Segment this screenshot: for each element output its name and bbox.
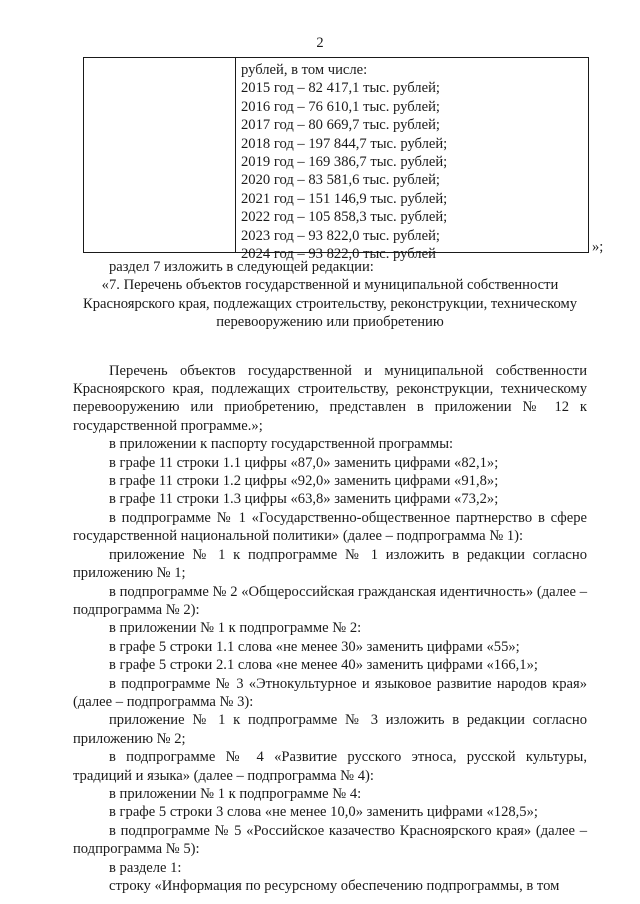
funding-table-label-cell bbox=[84, 58, 236, 252]
amendment-paragraph: в графе 11 строки 1.3 цифры «63,8» заменить цифрами «73,2»; bbox=[109, 491, 499, 508]
amendment-paragraph: приложение № 1 к подпрограмме № 3 изложить в редакции согласно приложению № 2; bbox=[73, 712, 587, 747]
amendment-paragraph: в подпрограмме № 1 «Государственно-общественное партнерство в сфере государственной национальной политики» (далее – подпрограмма № 1): bbox=[73, 509, 587, 545]
funding-line: 2020 год – 83 581,6 тыс. рублей; bbox=[241, 172, 440, 189]
amendment-paragraph: в приложении № 1 к подпрограмме № 4: bbox=[109, 785, 362, 802]
funding-line: 2017 год – 80 669,7 тыс. рублей; bbox=[241, 117, 440, 134]
funding-table bbox=[83, 57, 589, 263]
amendment-paragraph: в подпрограмме № 3 «Этнокультурное и языковое развитие народов края» (далее – подпрограмма № 3): bbox=[73, 675, 587, 710]
amendment-paragraph: в подпрограмме № 5 «Российское казачество Красноярского края» (далее – подпрограмма № 5): bbox=[73, 822, 587, 858]
amendment-paragraph: приложение № 1 к подпрограмме № 1 изложить в редакции согласно приложению № 1; bbox=[73, 546, 587, 582]
funding-line: 2022 год – 105 858,3 тыс. рублей; bbox=[241, 209, 448, 226]
document-body bbox=[73, 258, 587, 895]
page-number: 2 bbox=[316, 35, 324, 51]
funding-line: 2021 год – 151 146,9 тыс. рублей; bbox=[241, 190, 448, 207]
section7-body: Перечень объектов государственной и муниципальной собственности Красноярского края, подлежащих строительству, реконструкции, техническому перевооружению или приобретению, представлен в приложении № 12 к государственной программе.»; bbox=[73, 362, 587, 434]
funding-table-value-cell bbox=[236, 58, 588, 263]
amendment-paragraph: в подпрограмме № 2 «Общероссийская гражданская идентичность» (далее – подпрограмма № 2): bbox=[73, 583, 587, 618]
table-closing-quote: »; bbox=[592, 239, 604, 255]
amendment-paragraph: в подпрограмме № 4 «Развитие русского этноса, русской культуры, традиций и языка» (далее – подпрограмма № 4): bbox=[73, 749, 587, 784]
amendment-paragraph: в графе 5 строки 3 слова «не менее 10,0» заменить цифрами «128,5»; bbox=[109, 804, 538, 821]
funding-line: 2016 год – 76 610,1 тыс. рублей; bbox=[241, 98, 440, 115]
amendment-paragraph: в приложении к паспорту государственной программы: bbox=[109, 436, 454, 453]
section7-heading: «7. Перечень объектов государственной и муниципальной собственности Красноярского края, подлежащих строительству, реконструкции, техническому перевооружению или приобретению bbox=[82, 277, 578, 331]
funding-line: рублей, в том числе: bbox=[241, 62, 368, 78]
paragraph-spacer bbox=[73, 332, 587, 362]
section7-intro: раздел 7 изложить в следующей редакции: bbox=[109, 259, 374, 275]
funding-line: 2023 год – 93 822,0 тыс. рублей; bbox=[241, 227, 440, 244]
amendment-paragraph: в приложении № 1 к подпрограмме № 2: bbox=[109, 620, 362, 637]
funding-line: 2018 год – 197 844,7 тыс. рублей; bbox=[241, 135, 448, 152]
amendment-paragraph: в графе 5 строки 1.1 слова «не менее 30» заменить цифрами «55»; bbox=[109, 638, 520, 655]
amendment-paragraph: в графе 11 строки 1.2 цифры «92,0» заменить цифрами «91,8»; bbox=[109, 473, 499, 490]
amendment-paragraph: в графе 11 строки 1.1 цифры «87,0» заменить цифрами «82,1»; bbox=[109, 454, 499, 471]
funding-line: 2015 год – 82 417,1 тыс. рублей; bbox=[241, 80, 440, 97]
funding-line: 2019 год – 169 386,7 тыс. рублей; bbox=[241, 154, 448, 171]
amendment-paragraph: строку «Информация по ресурсному обеспечению подпрограммы, в том bbox=[109, 878, 560, 894]
amendment-paragraph: в разделе 1: bbox=[109, 859, 182, 876]
funding-line: 2024 год – 93 822,0 тыс. рублей bbox=[241, 246, 436, 263]
amendment-paragraph: в графе 5 строки 2.1 слова «не менее 40» заменить цифрами «166,1»; bbox=[109, 657, 538, 674]
